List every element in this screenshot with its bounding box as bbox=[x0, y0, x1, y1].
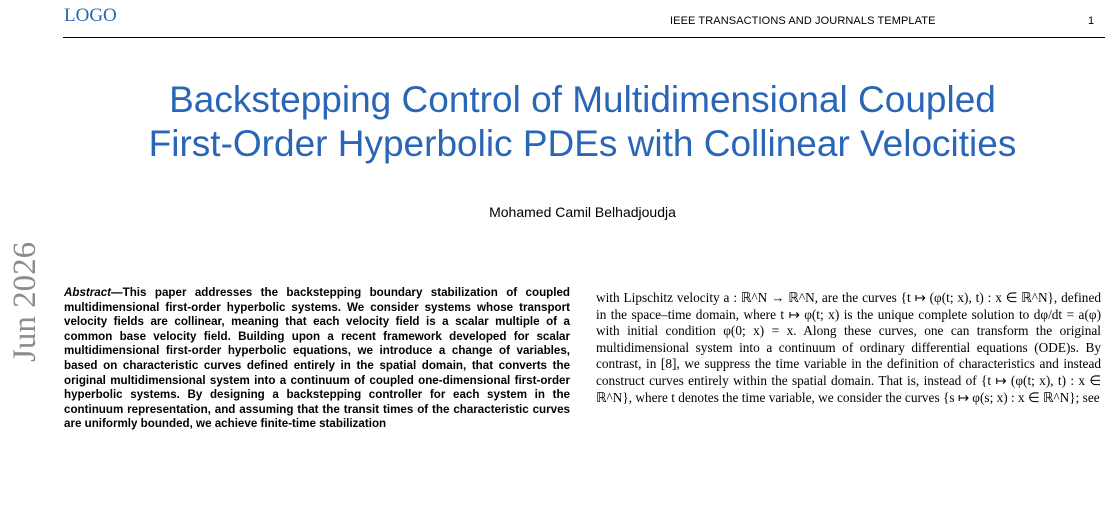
journal-logo: LOGO bbox=[64, 5, 117, 26]
page-number: 1 bbox=[1088, 15, 1095, 27]
body-paragraph: with Lipschitz velocity a : ℝ^N → ℝ^N, are the curves {t ↦ (φ(t; x), t) : x ∈ ℝ^N}, defined in the space–time domain, where t ↦ φ(t; x) is the unique complete solution to dφ/dt = a(φ) with initial condition φ(0; x) = x. Along these curves, one can transform the original multidimensional system into a continuum of ordinary differential equations (ODE)s. By contrast, in [8], we suppress the time variable in the definition of characteristics and instead construct curves entirely within the spatial domain. That is, instead of {t ↦ (φ(t; x), t) : x ∈ ℝ^N}, where t denotes the time variable, we consider the curves {s ↦ φ(s; x) : x ∈ ℝ^N}; see bbox=[596, 290, 1101, 405]
header-rule bbox=[63, 37, 1105, 38]
abstract bbox=[64, 286, 570, 432]
author-name: Mohamed Camil Belhadjoudja bbox=[489, 204, 676, 220]
arxiv-side-stamp: Jun 2026 bbox=[7, 241, 43, 362]
title-line-1: Backstepping Control of Multidimensional Coupled bbox=[169, 79, 996, 120]
abstract-lead: Abstract— bbox=[64, 286, 123, 299]
abstract-text: This paper addresses the backstepping boundary stabilization of coupled multidimensional first-order hyperbolic systems. We consider systems whose transport velocity fields are collinear, meaning that each velocity field is a scalar multiple of a common base velocity field. Building upon a recent framework developed for scalar multidimensional first-order hyperbolic equations, we introduce a change of variables, based on characteristic curves defined entirely in the spatial domain, that converts the original multidimensional system into a continuum of coupled one-dimensional first-order hyperbolic systems. By designing a backstepping controller for each system in the continuum representation, and assuming that the transit times of the characteristic curves are uniformly bounded, we achieve finite-time stabilization bbox=[64, 286, 570, 431]
title-line-2: First-Order Hyperbolic PDEs with Collinear Velocities bbox=[148, 123, 1017, 164]
running-head: IEEE TRANSACTIONS AND JOURNALS TEMPLATE bbox=[670, 15, 936, 27]
paper-title bbox=[60, 78, 1105, 166]
